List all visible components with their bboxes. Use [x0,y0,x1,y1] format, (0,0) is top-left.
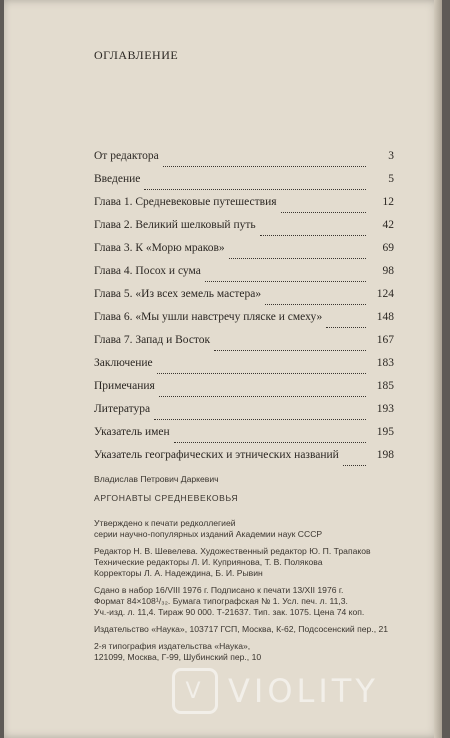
editors-line: Редактор Н. В. Шевелева. Художественный редактор Ю. П. Трапаков [94,546,371,556]
toc-entry-page: 12 [382,196,394,208]
toc-entry [94,334,394,357]
toc-entry-label: Литература [94,403,151,415]
editors-line: Корректоры Л. А. Надеждина, Б. И. Рывин [94,568,263,578]
violity-logo-icon: V [172,668,218,714]
toc-leader-dots [281,211,366,213]
toc-entry-page: 124 [376,288,394,300]
publisher-line: Издательство «Наука», 103717 ГСП, Москва, К-62, Подсосенский пер., 21 [94,624,389,634]
toc-entry-page: 185 [376,380,394,392]
toc-entry [94,380,394,403]
toc-entry-page: 69 [382,242,394,254]
toc-entry [94,357,394,380]
toc-leader-dots [157,372,366,374]
toc-leader-dots [163,165,366,167]
toc-entry-page: 198 [376,449,394,461]
print-info-line: Сдано в набор 16/VIII 1976 г. Подписано к печати 13/XII 1976 г. [94,585,344,595]
toc-entry-label: Глава 1. Средневековые путешествия [94,196,277,208]
toc-entry-label: Глава 5. «Из всех земель мастера» [94,288,262,300]
book-title: АРГОНАВТЫ СРЕДНЕВЕКОВЬЯ [94,493,239,503]
printer-line: 121099, Москва, Г-99, Шубинский пер., 10 [94,652,262,662]
toc-entry-label: Заключение [94,357,153,369]
book-page [4,0,442,738]
toc-entry-label: Примечания [94,380,155,392]
toc-entry [94,426,394,449]
toc-entry [94,196,394,219]
author-name: Владислав Петрович Даркевич [94,474,219,484]
editors-line: Технические редакторы Л. И. Куприянова, Т. В. Полякова [94,557,323,567]
imprint [94,474,424,669]
toc-entry-label: Глава 2. Великий шелковый путь [94,219,256,231]
page-edge [434,0,442,738]
toc-leader-dots [229,257,366,259]
toc-leader-dots [154,418,366,420]
printer-line: 2-я типография издательства «Наука», [94,641,251,651]
table-of-contents [94,150,394,472]
toc-entry [94,242,394,265]
toc-entry-page: 5 [388,173,394,185]
print-info-line: Формат 84×108¹/₃₂. Бумага типографская № 1. Усл. печ. л. 11,3. [94,596,348,606]
toc-entry-label: Указатель географических и этнических названий [94,449,339,461]
approval-line: серии научно-популярных изданий Академии наук СССР [94,529,323,539]
watermark-text: VIOLITY [228,672,379,710]
toc-entry [94,403,394,426]
toc-entry-page: 167 [376,334,394,346]
toc-leader-dots [343,464,366,466]
toc-leader-dots [144,188,366,190]
toc-entry-label: От редактора [94,150,159,162]
toc-entry-label: Указатель имен [94,426,170,438]
toc-entry-label: Глава 4. Посох и сума [94,265,201,277]
toc-entry-page: 183 [376,357,394,369]
approval-line: Утверждено к печати редколлегией [94,518,236,528]
editors-block [94,546,424,579]
toc-entry-page: 3 [388,150,394,162]
toc-entry [94,311,394,334]
toc-entry-page: 98 [382,265,394,277]
toc-entry [94,265,394,288]
toc-entry [94,288,394,311]
toc-leader-dots [174,441,366,443]
toc-leader-dots [326,326,366,328]
toc-entry-label: Глава 3. К «Морю мраков» [94,242,225,254]
toc-title: ОГЛАВЛЕНИЕ [94,48,179,62]
print-info-block [94,585,424,618]
toc-leader-dots [265,303,366,305]
toc-leader-dots [205,280,366,282]
toc-entry-label: Глава 7. Запад и Восток [94,334,211,346]
toc-entry-label: Глава 6. «Мы ушли навстречу пляске и смеху» [94,311,323,323]
toc-entry-page: 193 [376,403,394,415]
toc-leader-dots [214,349,366,351]
violity-watermark [172,668,379,714]
toc-leader-dots [159,395,366,397]
toc-entry-page: 195 [376,426,394,438]
approval-block [94,518,424,540]
toc-entry [94,173,394,196]
toc-entry-page: 42 [382,219,394,231]
toc-entry [94,219,394,242]
toc-entry-label: Введение [94,173,141,185]
toc-entry-page: 148 [376,311,394,323]
toc-entry [94,449,394,472]
toc-leader-dots [260,234,366,236]
toc-entry [94,150,394,173]
printer-block [94,641,424,663]
print-info-line: Уч.-изд. л. 11,4. Тираж 90 000. Т-21637. Тип. зак. 1075. Цена 74 коп. [94,607,365,617]
